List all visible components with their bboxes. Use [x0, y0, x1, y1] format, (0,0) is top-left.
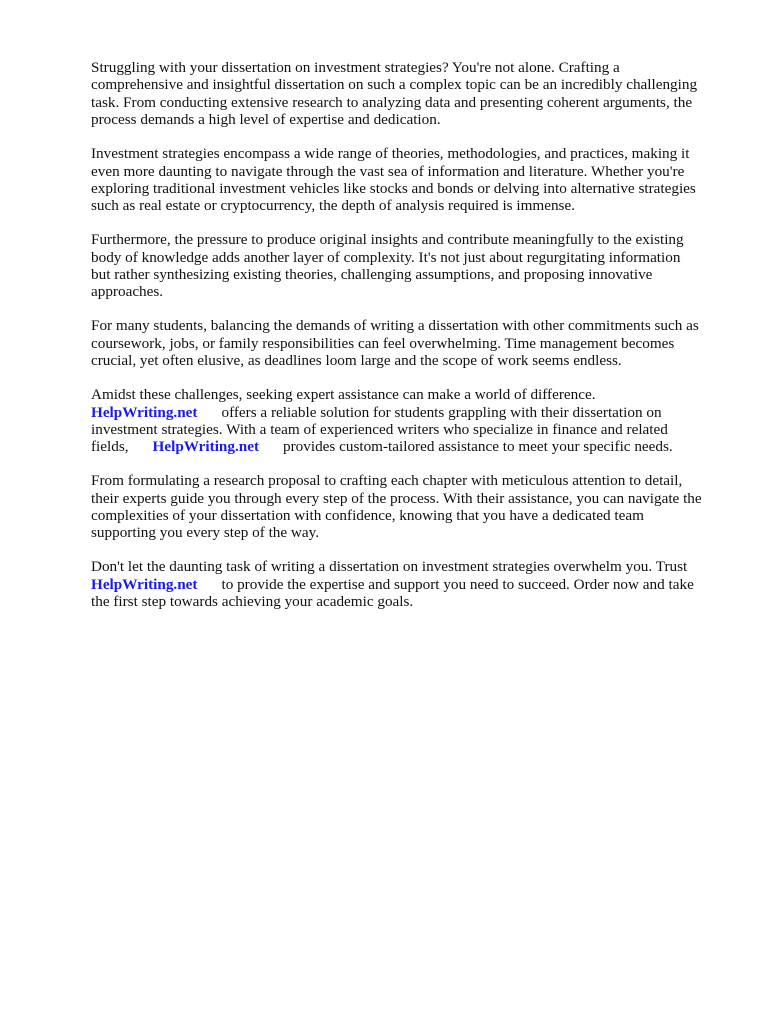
text-line: Don't let the daunting task of writing a dissertation on investment strategies overwhelm you. Trust — [91, 558, 688, 576]
text-line: investment strategies. With a team of experienced writers who specialize in finance and related — [91, 420, 668, 438]
text-line: such as real estate or cryptocurrency, the depth of analysis required is immense. — [91, 197, 575, 215]
text-line: From formulating a research proposal to crafting each chapter with meticulous attention to detail, — [91, 472, 683, 490]
helpwriting-link[interactable]: HelpWriting.net — [152, 438, 260, 456]
text-line: their experts guide you through every step of the process. With their assistance, you can navigate the — [91, 489, 702, 507]
paragraph-intro — [91, 59, 721, 129]
paragraph-investment-strategies — [91, 145, 721, 215]
text-line: coursework, jobs, or family responsibilities can feel overwhelming. Time management becomes — [91, 334, 675, 352]
text-line: Struggling with your dissertation on investment strategies? You're not alone. Crafting a — [91, 59, 620, 76]
text-line: task. From conducting extensive research to analyzing data and presenting coherent arguments, the — [91, 93, 693, 111]
text-span: fields, — [91, 438, 129, 456]
document-page — [91, 59, 721, 627]
text-line: comprehensive and insightful dissertation on such a complex topic can be an incredibly challenging — [91, 76, 698, 94]
text-line — [91, 438, 721, 455]
paragraph-originality — [91, 231, 721, 301]
paragraph-time-management — [91, 317, 721, 369]
text-span: to provide the expertise and support you need to succeed. Order now and take — [221, 575, 694, 593]
text-line: Amidst these challenges, seeking expert assistance can make a world of difference. — [91, 386, 596, 404]
text-line: supporting you every step of the way. — [91, 524, 320, 542]
text-line: process demands a high level of expertise and dedication. — [91, 111, 441, 129]
text-line: complexities of your dissertation with confidence, knowing that you have a dedicated team — [91, 507, 644, 525]
text-line — [91, 576, 721, 593]
paragraph-call-to-action — [91, 558, 721, 610]
text-span: provides custom-tailored assistance to meet your specific needs. — [283, 438, 673, 456]
text-line: Furthermore, the pressure to produce original insights and contribute meaningfully to the existing — [91, 231, 684, 249]
text-line: exploring traditional investment vehicles like stocks and bonds or delving into alternative strategies — [91, 179, 696, 197]
text-line: but rather synthesizing existing theories, challenging assumptions, and proposing innovative — [91, 266, 653, 284]
text-line: Investment strategies encompass a wide range of theories, methodologies, and practices, making it — [91, 145, 690, 163]
text-line: For many students, balancing the demands of writing a dissertation with other commitments such as — [91, 317, 699, 335]
paragraph-expert-assistance — [91, 386, 721, 456]
text-line: approaches. — [91, 283, 164, 301]
paragraph-process — [91, 472, 721, 542]
text-line: even more daunting to navigate through the vast sea of information and literature. Whether you're — [91, 162, 685, 180]
text-line: body of knowledge adds another layer of complexity. It's not just about regurgitating information — [91, 248, 681, 266]
helpwriting-link[interactable]: HelpWriting.net — [91, 575, 198, 593]
text-line: the first step towards achieving your academic goals. — [91, 593, 414, 611]
text-line: crucial, yet often elusive, as deadlines loom large and the scope of work seems endless. — [91, 352, 622, 370]
text-line — [91, 404, 721, 421]
text-span: offers a reliable solution for students grappling with their dissertation on — [221, 403, 662, 421]
helpwriting-link[interactable]: HelpWriting.net — [91, 403, 198, 421]
